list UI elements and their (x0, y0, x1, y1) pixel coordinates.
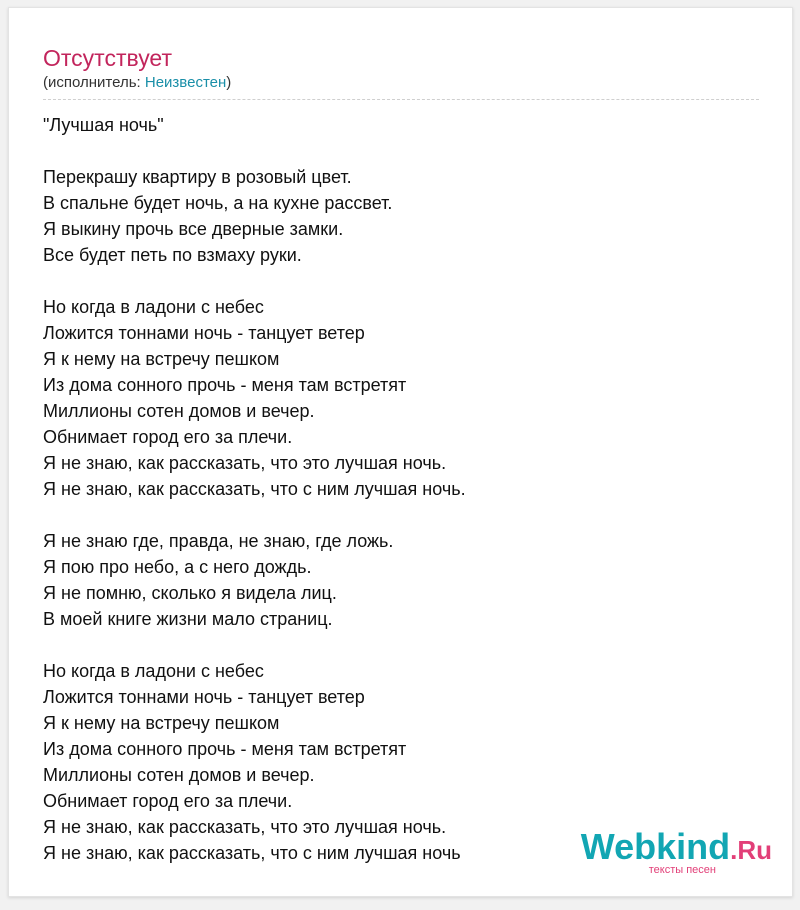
lyrics-line: Обнимает город его за плечи. (43, 791, 293, 811)
song-title: Отсутствует (43, 45, 172, 71)
logo-tld: .Ru (730, 835, 772, 865)
lyrics-line: Я не знаю где, правда, не знаю, где ложь. (43, 531, 394, 551)
lyrics-line: Я пою про небо, а с него дождь. (43, 557, 312, 577)
artist-prefix: (исполнитель: (43, 74, 145, 91)
lyrics-text (43, 112, 466, 866)
lyrics-line: Все будет петь по взмаху руки. (43, 245, 302, 265)
lyrics-line: Из дома сонного прочь - меня там встретят (43, 739, 407, 759)
lyrics-blank-line (43, 138, 466, 164)
lyrics-line: Я не знаю, как рассказать, что это лучшая ночь. (43, 817, 447, 837)
lyrics-line: Но когда в ладони с небес (43, 661, 264, 681)
webkind-logo[interactable] (580, 826, 772, 876)
lyrics-line: Миллионы сотен домов и вечер. (43, 401, 315, 421)
lyrics-line: Ложится тоннами ночь - танцует ветер (43, 687, 365, 707)
lyrics-line: Я выкину прочь все дверные замки. (43, 219, 344, 239)
lyrics-blank-line (43, 632, 466, 658)
lyrics-line: Обнимает город его за плечи. (43, 427, 293, 447)
lyrics-blank-line (43, 268, 466, 294)
artist-link[interactable]: Неизвестен (144, 74, 227, 91)
lyrics-line: В спальне будет ночь, а на кухне рассвет. (43, 193, 393, 213)
lyrics-line: Я к нему на встречу пешком (43, 349, 280, 369)
lyrics-line: Я не помню, сколько я видела лиц. (43, 583, 337, 603)
logo-name: Webkind (580, 826, 731, 867)
artist-line (43, 73, 231, 93)
logo-tagline: тексты песен (648, 864, 716, 876)
lyrics-line: Перекрашу квартиру в розовый цвет. (43, 167, 352, 187)
lyrics-line: Я не знаю, как рассказать, что с ним лучшая ночь. (43, 479, 466, 499)
lyrics-card (8, 7, 793, 897)
lyrics-line: "Лучшая ночь" (43, 115, 164, 135)
lyrics-line: Из дома сонного прочь - меня там встретят (43, 375, 407, 395)
lyrics-line: Я не знаю, как рассказать, что с ним лучшая ночь (43, 843, 461, 863)
artist-suffix: ) (226, 74, 232, 91)
header-divider (43, 99, 759, 100)
logo-wordmark (580, 826, 772, 868)
lyrics-blank-line (43, 502, 466, 528)
lyrics-line: Но когда в ладони с небес (43, 297, 264, 317)
lyrics-line: Я не знаю, как рассказать, что это лучшая ночь. (43, 453, 447, 473)
lyrics-line: Миллионы сотен домов и вечер. (43, 765, 315, 785)
lyrics-line: В моей книге жизни мало страниц. (43, 609, 333, 629)
lyrics-line: Я к нему на встречу пешком (43, 713, 280, 733)
lyrics-line: Ложится тоннами ночь - танцует ветер (43, 323, 365, 343)
